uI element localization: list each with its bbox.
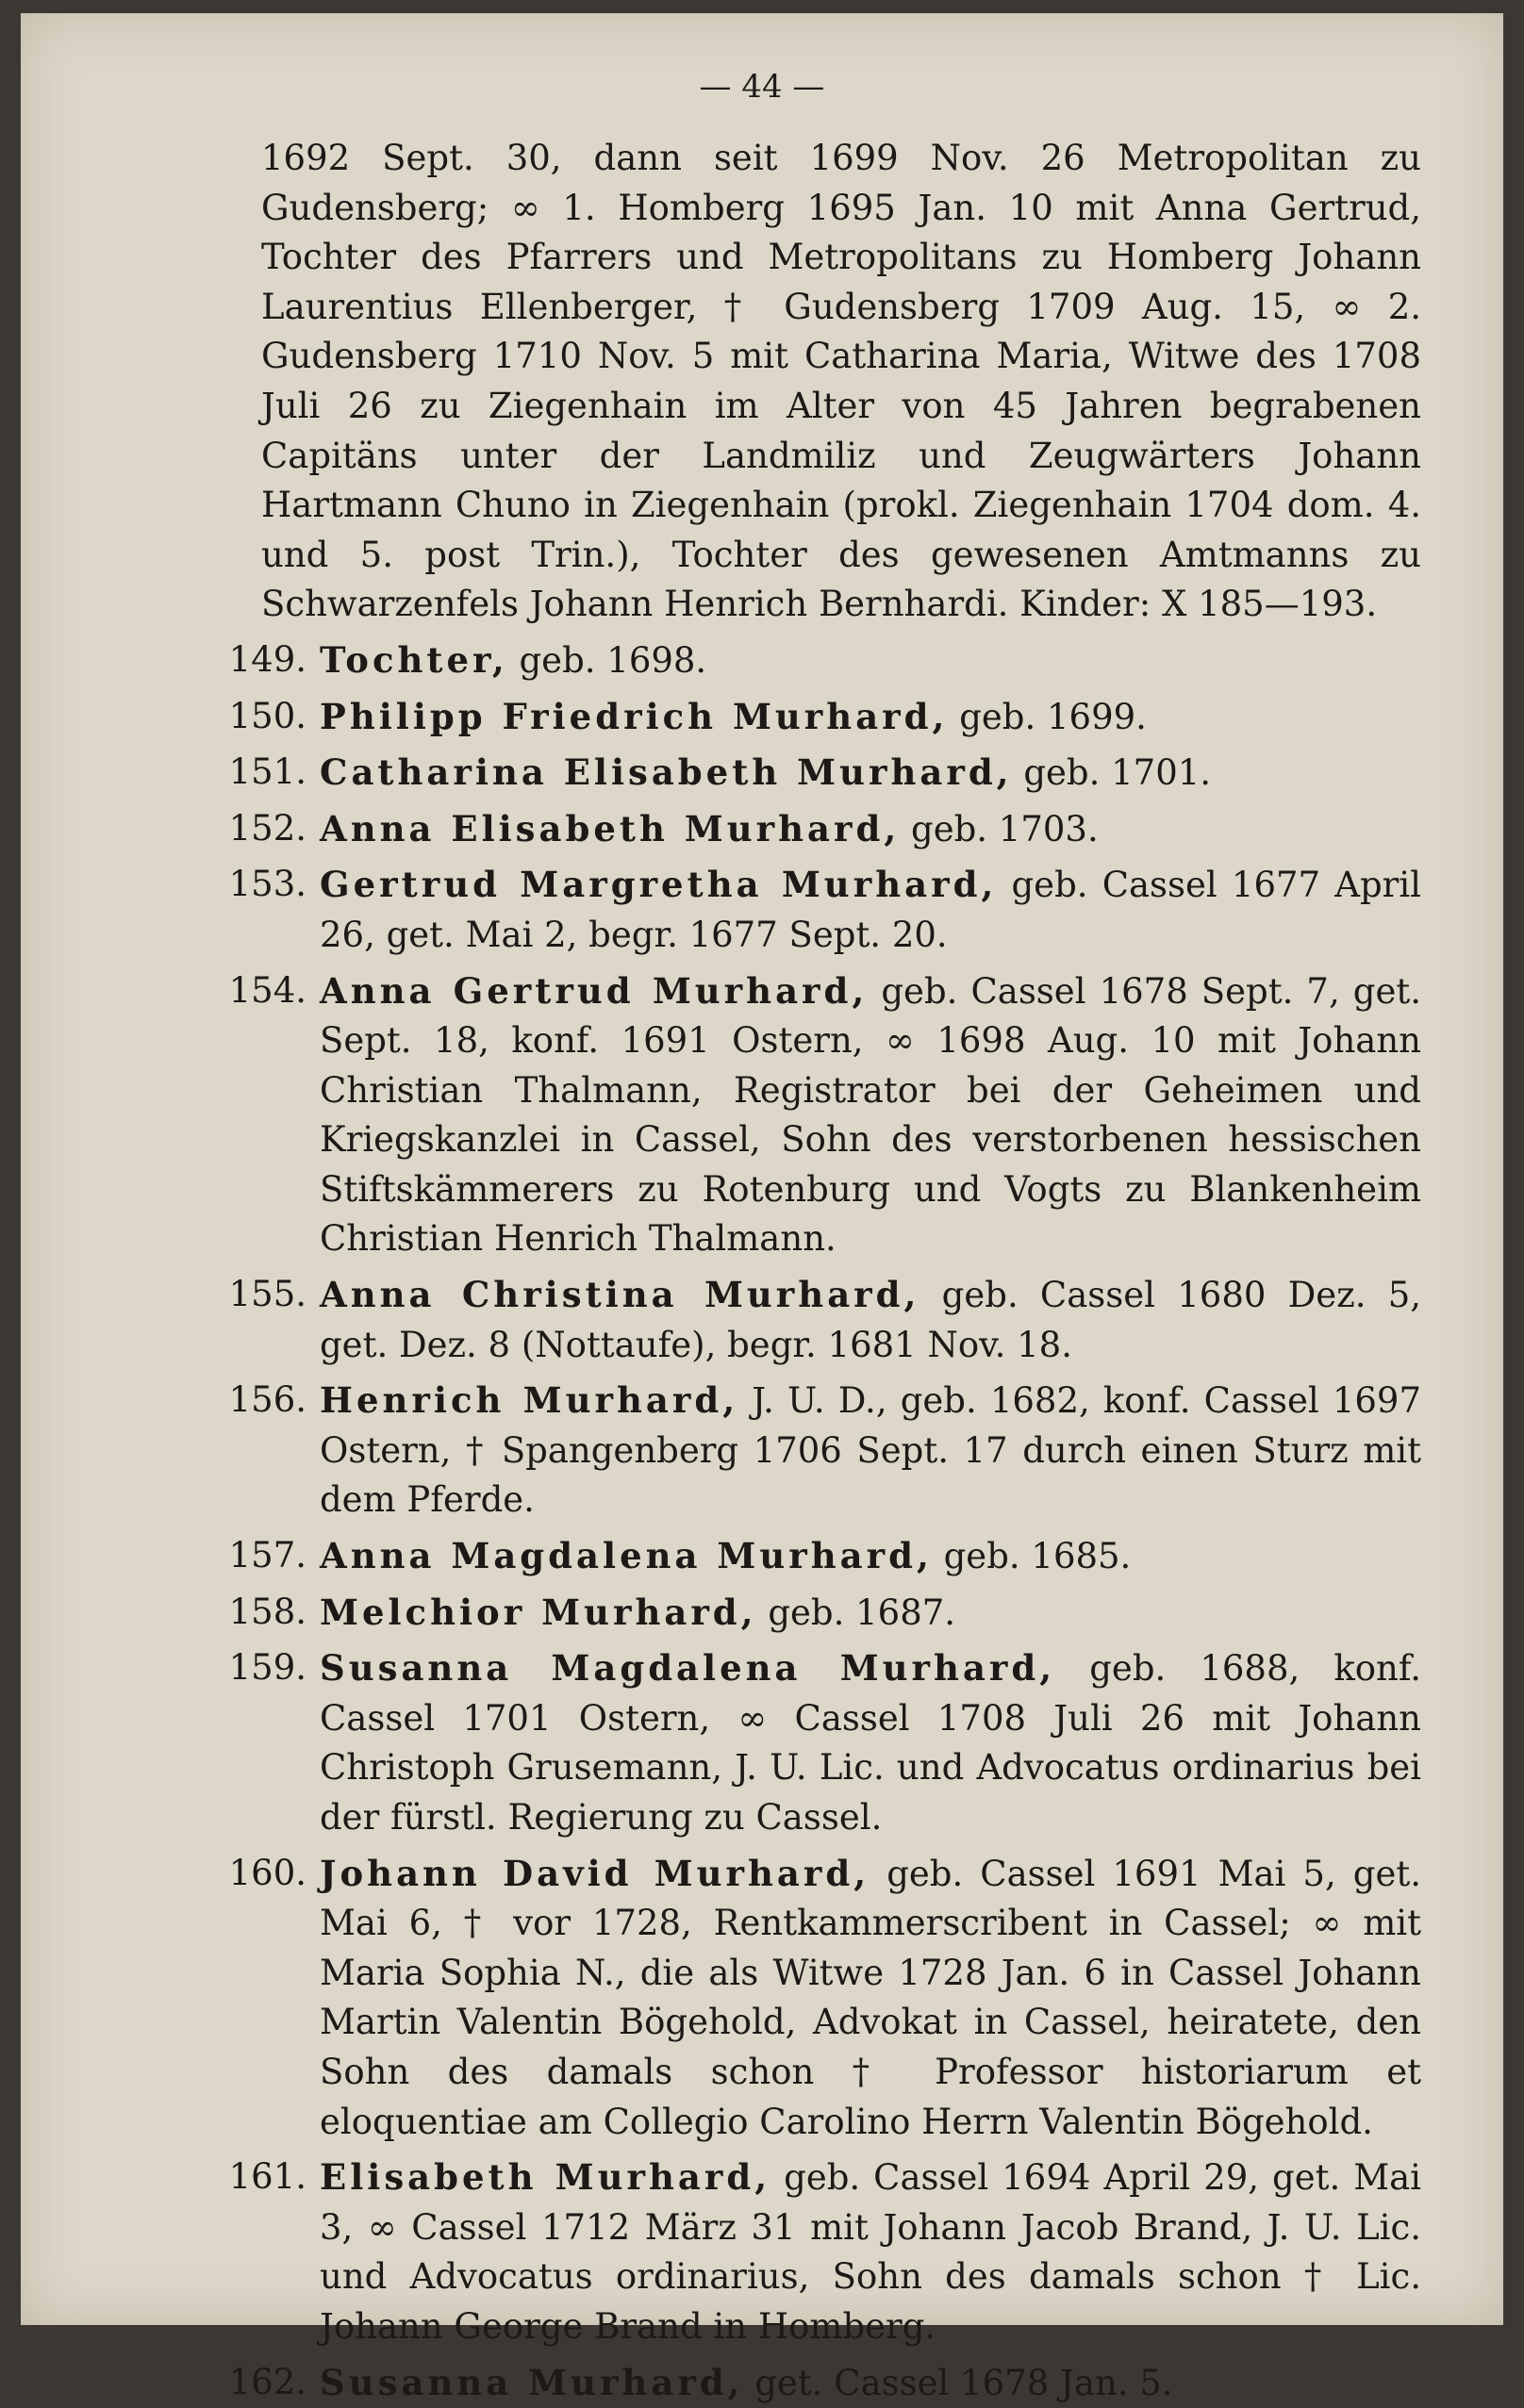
person-name: Susanna Murhard,: [320, 2361, 744, 2403]
entry-text: geb. 1687.: [768, 1592, 956, 1633]
entry-number: 162.: [228, 2361, 306, 2402]
entry-body: [320, 2358, 1421, 2408]
entry-text: geb. Cassel 1691 Mai 5, get. Mai 6, † vor 1728, Rentkammerscribent in Cassel; ∞ mit Maria Sophia N., die als Witwe 1728 Jan. 6 in Cassel Johann Martin Valentin Bögehold, Advokat in Cassel, heiratete, den Sohn des damals schon † Professor historiarum et eloquentiae am Collegio Carolino Herrn Valentin Bögehold.: [320, 1853, 1421, 2142]
entry-number: 152.: [228, 807, 306, 849]
entry-text: geb. Cassel 1680 Dez. 5, get. Dez. 8 (Nottaufe), begr. 1681 Nov. 18.: [320, 1275, 1422, 1365]
entry-154: [224, 966, 1421, 1265]
person-name: Elisabeth Murhard,: [320, 2156, 771, 2199]
entry-text: geb. 1703.: [911, 808, 1099, 849]
entry-151: [224, 748, 1421, 799]
entry-159: [224, 1643, 1421, 1842]
entry-text: J. U. D., geb. 1682, konf. Cassel 1697 Ostern, † Spangenberg 1706 Sept. 17 durch einen Sturz mit dem Pferde.: [320, 1380, 1422, 1521]
continuation-paragraph: 1692 Sept. 30, dann seit 1699 Nov. 26 Metropolitan zu Gudensberg; ∞ 1. Homberg 1695 Jan. 10 mit Anna Gertrud, Tochter des Pfarrers und Metropolitans zu Homberg Johann Laurentius Ellenberger, † Gudensberg 1709 Aug. 15, ∞ 2. Gudensberg 1710 Nov. 5 mit Catharina Maria, Witwe des 1708 Juli 26 zu Ziegenhain im Alter von 45 Jahren begrabenen Capitäns unter der Landmiliz und Zeugwärters Johann Hartmann Chuno in Ziegenhain (prokl. Ziegenhain 1704 dom. 4. und 5. post Trin.), Tochter des gewesenen Amtmanns zu Schwarzenfels Johann Henrich Bernhardi. Kinder: X 185—193.: [261, 138, 1421, 625]
person-name: Tochter,: [320, 638, 508, 681]
entry-body: [320, 748, 1421, 799]
entry-number: 155.: [228, 1274, 306, 1315]
entry-body: [320, 692, 1421, 743]
entry-number: 161.: [228, 2156, 306, 2198]
person-name: Melchior Murhard,: [320, 1591, 757, 1633]
entry-text: geb. 1698.: [519, 639, 707, 681]
entry-body: [320, 804, 1421, 855]
entry-body: [320, 966, 1421, 1265]
entry-body: [320, 1849, 1421, 2148]
person-name: Anna Gertrud Murhard,: [320, 969, 869, 1012]
person-name: Catharina Elisabeth Murhard,: [320, 751, 1013, 794]
entry-body: [320, 1531, 1421, 1582]
entry-body: [320, 1588, 1421, 1639]
entry-text: geb. 1688, konf. Cassel 1701 Ostern, ∞ Cassel 1708 Juli 26 mit Johann Christoph Grusemann, J. U. Lic. und Advocatus ordinarius bei der fürstl. Regierung zu Cassel.: [320, 1648, 1421, 1838]
person-name: Gertrud Margretha Murhard,: [320, 864, 998, 906]
entry-text: geb. 1699.: [959, 696, 1147, 737]
entry-text: geb. Cassel 1694 April 29, get. Mai 3, ∞ Cassel 1712 März 31 mit Johann Jacob Brand, J. U. Lic. und Advocatus ordinarius, Sohn des damals schon † Lic. Johann George Brand in Homberg.: [320, 2157, 1422, 2347]
entry-152: [224, 804, 1421, 855]
entry-number: 153.: [228, 864, 306, 905]
entry-150: [224, 692, 1421, 743]
page-number: — 44 —: [699, 68, 825, 106]
book-page: [21, 13, 1503, 2403]
entry-number: 154.: [228, 969, 306, 1011]
person-name: Anna Magdalena Murhard,: [320, 1535, 933, 1577]
entry-body: [320, 1270, 1421, 1370]
entry-number: 156.: [228, 1379, 306, 1421]
entry-158: [224, 1588, 1421, 1639]
entry-number: 151.: [228, 751, 306, 793]
entry-text: geb. Cassel 1678 Sept. 7, get. Sept. 18, konf. 1691 Ostern, ∞ 1698 Aug. 10 mit Johann Christian Thalmann, Registrator bei der Geheimen und Kriegskanzlei in Cassel, Sohn des verstorbenen hessischen Stiftskämmerers zu Rotenburg und Vogts zu Blankenheim Christian Henrich Thalmann.: [320, 970, 1421, 1260]
person-name: Anna Christina Murhard,: [320, 1274, 920, 1316]
entry-160: [224, 1849, 1421, 2148]
entry-number: 150.: [228, 695, 306, 736]
entry-number: 157.: [228, 1535, 306, 1576]
entry-text: geb. Cassel 1677 April 26, get. Mai 2, begr. 1677 Sept. 20.: [320, 865, 1422, 955]
entry-162: [224, 2358, 1421, 2408]
entry-text: geb. 1685.: [943, 1536, 1132, 1577]
person-name: Philipp Friedrich Murhard,: [320, 695, 949, 737]
entry-161: [224, 2152, 1421, 2351]
entry-text: geb. 1701.: [1023, 752, 1212, 794]
entry-157: [224, 1531, 1421, 1582]
entry-number: 160.: [228, 1852, 306, 1893]
person-name: Johann David Murhard,: [320, 1852, 870, 1894]
entry-156: [224, 1376, 1421, 1526]
entry-body: [320, 1643, 1421, 1842]
entry-body: [320, 635, 1421, 686]
person-name: Anna Elisabeth Murhard,: [320, 807, 901, 849]
entry-body: [320, 1376, 1421, 1526]
entry-number: 158.: [228, 1591, 306, 1632]
entry-153: [224, 860, 1421, 960]
person-name: Susanna Magdalena Murhard,: [320, 1647, 1056, 1690]
person-name: Henrich Murhard,: [320, 1379, 739, 1422]
entry-155: [224, 1270, 1421, 1370]
text-block: [224, 134, 1421, 2408]
entry-text: get. Cassel 1678 Jan. 5.: [754, 2362, 1173, 2403]
entry-149: [224, 635, 1421, 686]
entry-body: [320, 860, 1421, 960]
entry-body: [320, 2152, 1421, 2351]
entry-number: 149.: [228, 638, 306, 680]
entry-number: 159.: [228, 1647, 306, 1689]
